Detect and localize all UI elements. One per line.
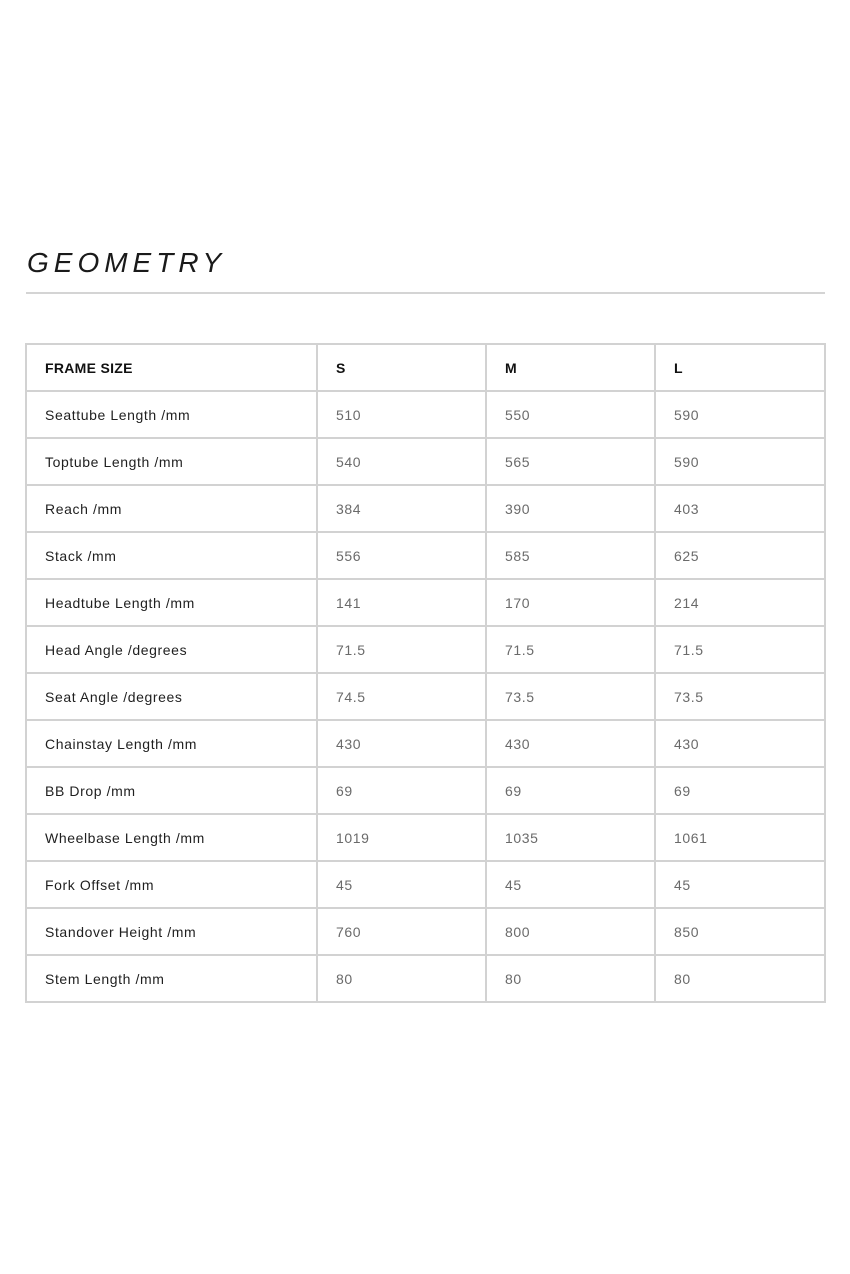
value-cell: 80 [486,955,655,1002]
row-label: Toptube Length /mm [26,438,317,485]
value-cell: 71.5 [317,626,486,673]
row-label: BB Drop /mm [26,767,317,814]
row-label: Headtube Length /mm [26,579,317,626]
table-row [26,485,825,532]
table-header-row [26,344,825,391]
value-cell: 74.5 [317,673,486,720]
row-label: Chainstay Length /mm [26,720,317,767]
value-cell: 45 [317,861,486,908]
value-cell: 71.5 [486,626,655,673]
row-label: Fork Offset /mm [26,861,317,908]
value-cell: 510 [317,391,486,438]
value-cell: 69 [486,767,655,814]
value-cell: 430 [317,720,486,767]
value-cell: 214 [655,579,825,626]
value-cell: 73.5 [655,673,825,720]
value-cell: 403 [655,485,825,532]
column-header-size-s: S [317,344,486,391]
table-row [26,532,825,579]
column-header-size-m: M [486,344,655,391]
table-row [26,720,825,767]
table-row [26,814,825,861]
row-label: Seattube Length /mm [26,391,317,438]
geometry-table [25,343,826,1003]
value-cell: 69 [655,767,825,814]
table-row [26,767,825,814]
value-cell: 69 [317,767,486,814]
table-row [26,861,825,908]
row-label: Wheelbase Length /mm [26,814,317,861]
row-label: Head Angle /degrees [26,626,317,673]
value-cell: 141 [317,579,486,626]
table-row [26,673,825,720]
value-cell: 1019 [317,814,486,861]
value-cell: 800 [486,908,655,955]
table-row [26,908,825,955]
row-label: Stem Length /mm [26,955,317,1002]
value-cell: 585 [486,532,655,579]
value-cell: 540 [317,438,486,485]
row-label: Seat Angle /degrees [26,673,317,720]
row-label: Standover Height /mm [26,908,317,955]
value-cell: 170 [486,579,655,626]
table-row [26,579,825,626]
value-cell: 850 [655,908,825,955]
table-row [26,626,825,673]
value-cell: 384 [317,485,486,532]
value-cell: 590 [655,391,825,438]
row-label: Reach /mm [26,485,317,532]
table-row [26,391,825,438]
value-cell: 590 [655,438,825,485]
row-label: Stack /mm [26,532,317,579]
value-cell: 45 [655,861,825,908]
table-row [26,955,825,1002]
value-cell: 71.5 [655,626,825,673]
table-row [26,438,825,485]
value-cell: 80 [655,955,825,1002]
value-cell: 45 [486,861,655,908]
value-cell: 430 [486,720,655,767]
value-cell: 73.5 [486,673,655,720]
value-cell: 430 [655,720,825,767]
value-cell: 80 [317,955,486,1002]
value-cell: 556 [317,532,486,579]
value-cell: 625 [655,532,825,579]
value-cell: 390 [486,485,655,532]
section-title: GEOMETRY [27,247,227,278]
column-header-size-l: L [655,344,825,391]
column-header-frame-size: FRAME SIZE [26,344,317,391]
value-cell: 550 [486,391,655,438]
value-cell: 760 [317,908,486,955]
value-cell: 565 [486,438,655,485]
title-divider [26,292,825,294]
value-cell: 1035 [486,814,655,861]
value-cell: 1061 [655,814,825,861]
